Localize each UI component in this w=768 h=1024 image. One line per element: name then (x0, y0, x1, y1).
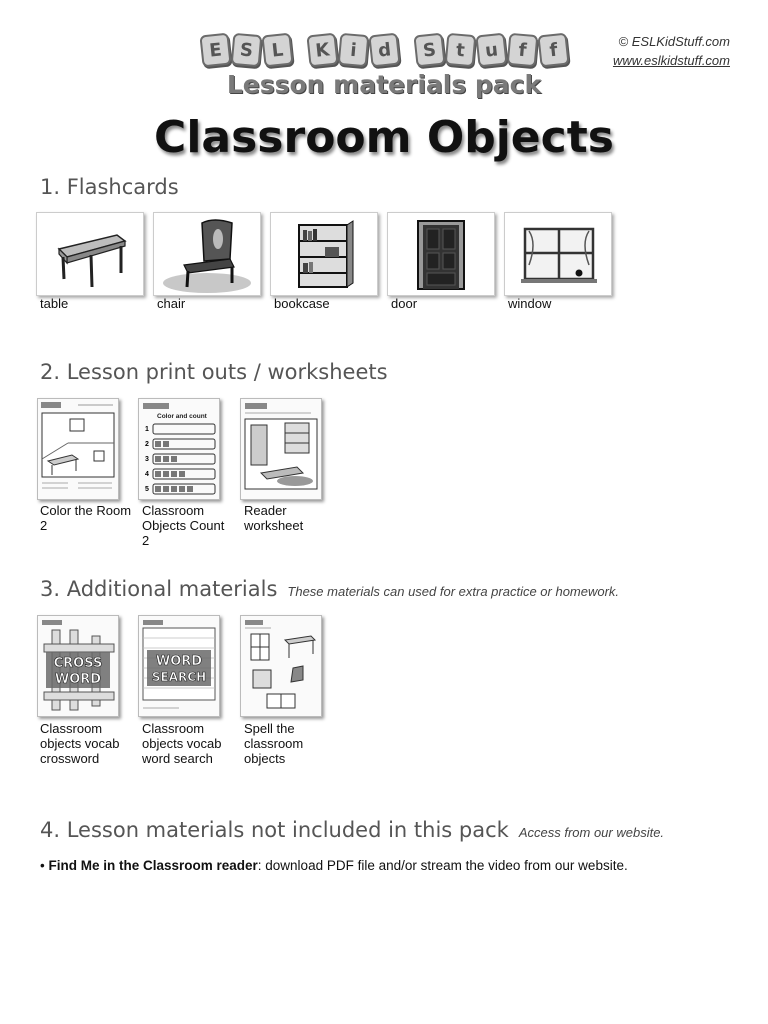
door-icon (388, 213, 494, 295)
count-worksheet-thumbnail (139, 399, 219, 499)
flashcard-bookcase[interactable] (270, 212, 378, 296)
logo-letter: S (413, 33, 445, 68)
logo-letter: t (444, 33, 476, 67)
section-heading-text: 2. Lesson print outs / worksheets (40, 360, 388, 384)
flashcard-label: window (508, 296, 552, 311)
chair-icon (154, 213, 260, 295)
logo-letter: E (199, 33, 231, 68)
worksheet-label: Reader worksheet (244, 503, 304, 533)
count-inner-title: Color and count (157, 413, 207, 420)
crossword-overlay-line1: CROSS (53, 656, 103, 671)
crossword-sheet[interactable] (37, 615, 119, 717)
count-number: 3 (145, 456, 149, 463)
flashcard-label: bookcase (274, 296, 330, 311)
word-search-overlay-line1: WORD (155, 654, 203, 669)
flashcard-label: chair (157, 296, 186, 311)
pack-title: Lesson materials pack (226, 70, 542, 99)
esl-kid-stuff-logo (0, 34, 768, 70)
flashcard-label: table (40, 296, 69, 311)
bullet-text: : download PDF file and/or stream the video from our website. (257, 858, 628, 873)
copyright-text: © ESLKidStuff.com (618, 34, 730, 49)
worksheet-label: Color the Room 2 (40, 503, 132, 533)
count-number: 5 (145, 486, 149, 493)
word-search-thumbnail (139, 616, 219, 716)
flashcard-table[interactable] (36, 212, 144, 296)
additional-label: Classroom objects vocab word search (142, 721, 222, 766)
section-note: These materials can used for extra practice or homework. (287, 584, 620, 599)
logo-letter: f (537, 33, 569, 68)
not-included-item (40, 858, 628, 873)
count-number: 2 (145, 441, 149, 448)
section-note: Access from our website. (518, 825, 665, 840)
website-link[interactable]: www.eslkidstuff.com (612, 53, 730, 68)
additional-label: Classroom objects vocab crossword (40, 721, 120, 766)
crossword-thumbnail (38, 616, 118, 716)
worksheet-color-the-room[interactable] (37, 398, 119, 500)
section-heading-text: 1. Flashcards (40, 175, 179, 199)
word-search-overlay-line2: SEARCH (151, 670, 207, 684)
section-heading-text: 3. Additional materials (40, 577, 278, 601)
logo-letter: d (368, 33, 400, 68)
logo-letter: i (337, 33, 369, 67)
section-heading-worksheets (40, 360, 388, 384)
spell-thumbnail (241, 616, 321, 716)
flashcard-door[interactable] (387, 212, 495, 296)
logo-letter: K (306, 33, 338, 68)
room-scene-thumbnail (38, 399, 118, 499)
additional-label: Spell the classroom objects (244, 721, 304, 766)
worksheet-reader[interactable] (240, 398, 322, 500)
reader-scene-thumbnail (241, 399, 321, 499)
worksheet-classroom-objects-count[interactable] (138, 398, 220, 500)
bullet-dot: • (40, 858, 49, 873)
logo-letter: u (475, 33, 507, 68)
bookcase-icon (271, 213, 377, 295)
section-heading-additional (40, 577, 619, 601)
reader-link[interactable]: Find Me in the Classroom reader (48, 858, 258, 873)
count-number: 4 (145, 471, 149, 478)
section-heading-flashcards (40, 175, 179, 199)
page-title: Classroom Objects (154, 112, 614, 163)
section-heading-text: 4. Lesson materials not included in this pack (40, 818, 509, 842)
crossword-overlay-line2: WORD (54, 672, 102, 687)
word-search-sheet[interactable] (138, 615, 220, 717)
spell-sheet[interactable] (240, 615, 322, 717)
flashcard-window[interactable] (504, 212, 612, 296)
window-icon (505, 213, 611, 295)
worksheet-label: Classroom Objects Count 2 (142, 503, 225, 548)
logo-letter: f (506, 33, 538, 67)
table-icon (37, 213, 143, 295)
logo-letter: L (261, 33, 293, 68)
logo-letter: S (230, 33, 262, 67)
section-heading-not-included (40, 818, 664, 842)
count-number: 1 (145, 426, 149, 433)
flashcard-label: door (391, 296, 418, 311)
flashcard-chair[interactable] (153, 212, 261, 296)
